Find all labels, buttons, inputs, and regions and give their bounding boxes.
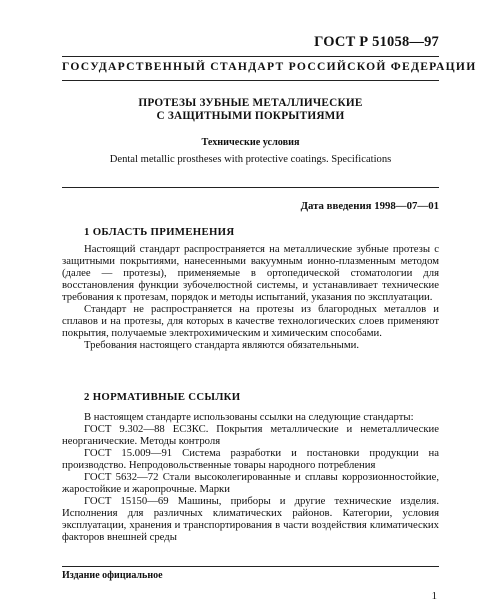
paragraph: Требования настоящего стандарта являются обязательными. (84, 338, 360, 351)
title-rule (62, 80, 439, 81)
edition-label: Издание официальное (62, 570, 163, 581)
paragraph: ГОСТ 15150—69 Машины, приборы и другие технические изделия. Исполнения для различных климатических районов. Категории, условия эксплуатации, хранения и транспортирования в части воздействия климатических факторов внешней среды (62, 494, 439, 543)
paragraph: Стандарт не распространяется на протезы из благородных металлов и сплавов и на протезы, для которых в качестве технологических слоев применяют покрытия, получаемые электрохимическим и химическим способами. (62, 302, 439, 339)
paragraph: ГОСТ 9.302—88 ЕСЗКС. Покрытия металлические и неметаллические неорганические. Методы контроля (62, 422, 439, 447)
paragraph: В настоящем стандарте использованы ссылки на следующие стандарты: (84, 411, 414, 423)
paragraph: ГОСТ 15.009—91 Система разработки и постановки продукции на производство. Непродовольственные товары народного потребления (62, 446, 439, 471)
paragraph: ГОСТ 5632—72 Стали высоколегированные и сплавы коррозионностойкие, жаростойкие и жаропрочные. Марки (62, 470, 439, 495)
doc-title-line2: С ЗАЩИТНЫМИ ПОКРЫТИЯМИ (156, 110, 345, 122)
doc-number: ГОСТ Р 51058—97 (314, 34, 439, 50)
paragraph: Настоящий стандарт распространяется на металлические зубные протезы с защитными покрытиями, нанесенными вакуумным ионно-плазменным методом (далее — протезы), применяемые в ортопедической стоматологии для восстановления функции зубочелюстной системы, и устанавливает технические требования к протезам, порядок и методы испытаний, указания по эксплуатации. (62, 243, 439, 303)
section-heading: 2 НОРМАТИВНЫЕ ССЫЛКИ (84, 391, 241, 403)
doc-title-english: Dental metallic prostheses with protective coatings. Specifications (109, 154, 392, 165)
section-heading: 1 ОБЛАСТЬ ПРИМЕНЕНИЯ (84, 226, 235, 238)
footer-rule (62, 566, 439, 567)
doc-title-line1: ПРОТЕЗЫ ЗУБНЫЕ МЕТАЛЛИЧЕСКИЕ (138, 97, 363, 109)
intro-date: Дата введения 1998—07—01 (300, 200, 439, 212)
date-rule (62, 187, 439, 188)
section-body (62, 244, 439, 352)
doc-subtitle: Технические условия (201, 137, 300, 148)
section-body (62, 412, 439, 543)
top-rule (62, 56, 439, 57)
standard-title: ГОСУДАРСТВЕННЫЙ СТАНДАРТ РОССИЙСКОЙ ФЕДЕРАЦИИ (62, 60, 477, 73)
page-number: 1 (431, 590, 437, 602)
